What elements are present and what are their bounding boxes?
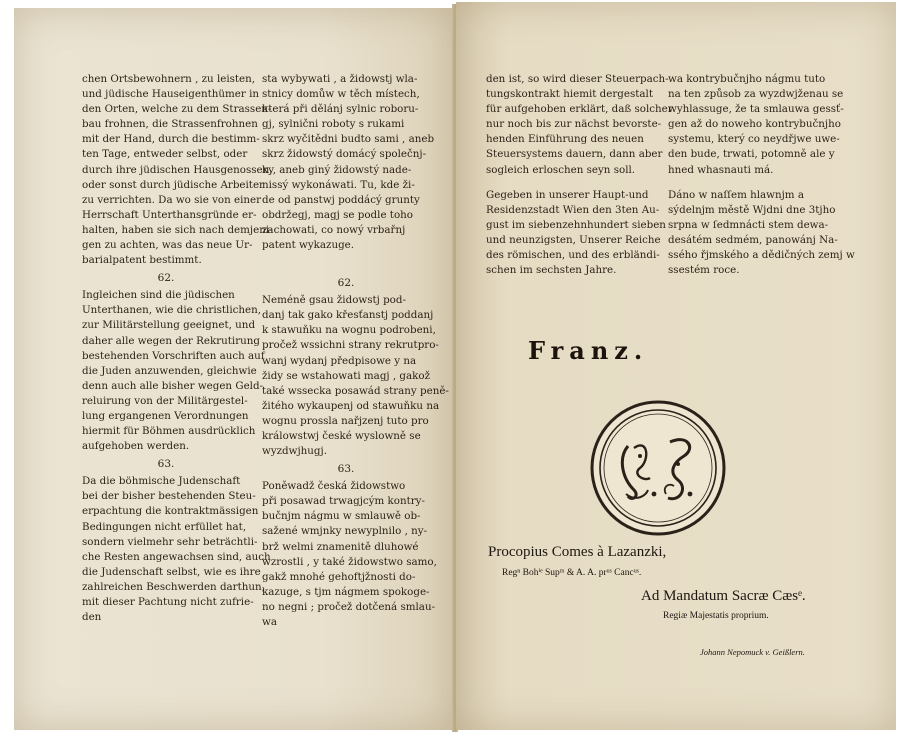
german-column-left <box>82 72 273 625</box>
text-line: henden Einführung des neuen <box>486 133 644 146</box>
text-line: bučnjm nágmu w smlauwě ob- <box>262 510 421 523</box>
text-line: den ist, so wird dieser Steuerpach- <box>486 73 669 85</box>
text-line: systemu, který co neydřjwe uwe- <box>668 133 840 146</box>
text-line: při posawad trwagjcým kontry- <box>262 495 425 508</box>
text-line: desátém sedmém, panowánj Na- <box>668 233 838 246</box>
text-line: skrz židowstý domácý společnj- <box>262 148 427 161</box>
text-line: stnicy domůw w těch místech, <box>262 88 420 101</box>
text-line: ssého řjmského a dědičných zemj w <box>668 249 855 262</box>
mandate-line: Ad Mandatum Sacræ Cæsᵉ. <box>641 588 806 604</box>
text-line: zur Militärstellung geeignet, und <box>82 319 256 332</box>
text-line: která při dělánj sylnic roboru- <box>262 103 419 116</box>
text-line: Da die böhmische Judenschaft <box>82 475 241 488</box>
text-line: Herrschaft Unterthansgründe er- <box>82 208 257 221</box>
text-line: mit dieser Pachtung nicht zufrie- <box>82 596 254 608</box>
german-section-63-text <box>82 474 271 625</box>
czech-column-left <box>262 72 449 630</box>
text-line: Steuersystems dauern, dann aber <box>486 148 663 161</box>
text-line: die Juden anzuwenden, gleichwie <box>82 364 257 377</box>
text-line: k stawuňku na wognu podrobeni, <box>262 324 436 337</box>
text-line: denn auch alle bisher wegen Geld- <box>82 379 264 392</box>
text-line: aufgehoben werden. <box>82 440 190 453</box>
mandate-subline: Regiæ Majestatis proprium. <box>663 611 769 621</box>
text-line: danj tak gako křesťanstj poddanj <box>262 309 434 322</box>
text-line: die Judenschaft selbst, wie es ihre <box>82 565 261 578</box>
text-line: gakž mnohé gehoftjžnosti do- <box>262 570 416 583</box>
text-line: Dáno w naſſem hlawnjm a <box>668 188 804 201</box>
text-line: wyhlassuge, že ta smlauwa gessť- <box>668 103 844 116</box>
text-line: che Resten angewachsen sind, auch <box>82 550 271 563</box>
text-line: také wssecka posawád strany peně- <box>262 384 449 397</box>
text-line: Poněwadž česká židowstwo <box>262 480 406 493</box>
text-line: den <box>82 611 102 624</box>
text-line: skrz wyčitědni budto sami , aneb <box>262 133 435 146</box>
text-line: sta wybywati , a židowstj wla- <box>262 73 418 85</box>
text-line: brž welmi znamenitě dluhowé <box>262 540 419 553</box>
text-line: sýdelnjm městě Wjdni dne 3tjho <box>668 203 836 216</box>
text-line: srpna w ſedmnácti stem dewa- <box>668 218 829 231</box>
text-line: na ten způsob za wyzdwjženau se <box>668 88 844 101</box>
czech-section-62-text <box>262 293 449 459</box>
text-line: sažené wmjnky newyplnilo , ny- <box>262 525 428 538</box>
german-column-right <box>486 72 673 278</box>
text-line: reluirung von der Militärgestel- <box>82 394 248 407</box>
text-line: ssestém roce. <box>668 264 740 277</box>
text-line: bau frohnen, die Strassenfrohnen <box>82 118 258 131</box>
text-line: barialpatent bestimmt. <box>82 254 202 267</box>
text-line: und jüdische Hauseigenthümer in <box>82 88 260 101</box>
text-line: wanj wydanj předpisowe y na <box>262 354 417 367</box>
text-line: zachowati, co nowý vrbařnj <box>262 223 406 236</box>
wax-seal <box>588 398 728 538</box>
czech-conclusion-text <box>668 72 844 178</box>
section-number-62-german: 62. <box>157 272 175 285</box>
text-line: den bude, trwati, potomně ale y <box>668 148 835 161</box>
text-line: nur noch bis zur nächst bevorste- <box>486 118 662 131</box>
text-line: wyzdwjhugj. <box>262 445 327 458</box>
text-line: Bedingungen nicht erfüllet hat, <box>82 520 247 533</box>
text-line: žitého wykaupenj od stawuňku na <box>262 399 440 412</box>
german-section-62-text <box>82 288 265 454</box>
seal-graphic <box>588 398 728 538</box>
text-line: den Orten, welche zu dem Strassen- <box>82 103 272 116</box>
text-line: wa kontrybučnjho nágmu tuto <box>668 73 826 85</box>
text-line: no negni ; pročež dotčená smlau- <box>262 600 436 613</box>
czech-dating-clause <box>668 188 855 279</box>
text-line: ten Tage, entweder selbst, oder <box>82 148 248 161</box>
text-line: zu verrichten. Da wo sie von einer <box>82 193 262 206</box>
text-line: Residenzstadt Wien den 3ten Au- <box>486 203 660 216</box>
text-line: wognu prossla nařjzenj tuto pro <box>262 414 429 427</box>
text-line: Unterthanen, wie die christlichen, <box>82 304 262 317</box>
text-line: gust im siebenzehnhundert sieben <box>486 218 666 231</box>
text-line: bestehenden Vorschriften auch auf <box>82 349 265 362</box>
text-line: Gegeben in unserer Haupt-und <box>486 188 649 201</box>
text-line: patent wykazuge. <box>262 239 355 252</box>
text-line: ky, aneb giný židowstý nade- <box>262 163 412 176</box>
text-line: wzrostli , y také židowstwo samo, <box>262 555 437 568</box>
text-line: gj, sylnični roboty s rukami <box>262 118 405 131</box>
text-line: Neméně gsau židowstj pod- <box>262 294 406 307</box>
text-line: pročež wssichni strany rekrutpro- <box>262 339 439 352</box>
text-line: židy se wstahowati magj , gakož <box>262 369 431 382</box>
text-line: daher alle wegen der Rekrutirung <box>82 334 260 347</box>
text-line: de od panstwj poddácý grunty <box>262 193 420 206</box>
countersigner-name: Procopius Comes à Lazanzki, <box>488 544 667 560</box>
german-text-block-a <box>82 72 273 268</box>
text-line: bei der bisher bestehenden Steu- <box>82 490 256 503</box>
german-conclusion-text <box>486 72 673 178</box>
text-line: lung ergangenen Verordnungen <box>82 409 249 422</box>
text-line: sogleich erloschen seyn soll. <box>486 163 636 176</box>
countersigner-title: Regⁿ Bohⁱᵉ Supᵐ & A. A. prᵘˢ Cancᵘˢ. <box>502 568 642 578</box>
czech-column-right <box>668 72 855 278</box>
text-line: des römischen, und des erbländi- <box>486 249 660 262</box>
german-dating-clause <box>486 188 666 279</box>
text-line: hned whasnauti má. <box>668 163 774 176</box>
imperial-signature: Franz. <box>528 336 649 365</box>
text-line: durch ihre jüdischen Hausgenossen, <box>82 163 273 176</box>
section-number-63-czech: 63. <box>337 463 355 476</box>
text-line: halten, haben sie sich nach demjeni- <box>82 223 273 236</box>
text-line: für aufgehoben erklärt, daß solcher <box>486 103 673 116</box>
text-line: nissý wykonáwati. Tu, kde ži- <box>262 178 415 191</box>
text-line: chen Ortsbewohnern , zu leisten, <box>82 73 256 85</box>
text-line: kazuge, s tjm nágmem spokoge- <box>262 585 430 598</box>
text-line: tungskontrakt hiemit dergestalt <box>486 88 653 101</box>
text-line: und neunzigsten, Unserer Reiche <box>486 233 661 246</box>
text-line: erpachtung die kontraktmässigen <box>82 505 259 518</box>
text-line: gen až do noweho kontrybučnjho <box>668 118 841 131</box>
text-line: schen im sechsten Jahre. <box>486 264 617 277</box>
section-number-62-czech: 62. <box>337 277 355 290</box>
text-line: oder sonst durch jüdische Arbeiter <box>82 178 264 191</box>
section-number-63-german: 63. <box>157 458 175 471</box>
text-line: hiermit für Böhmen ausdrücklich <box>82 425 256 438</box>
text-line: sondern vielmehr sehr beträchtli- <box>82 535 258 548</box>
text-line: obdržegj, magj se podle toho <box>262 208 413 221</box>
text-line: Ingleichen sind die jüdischen <box>82 289 235 302</box>
czech-text-block-a <box>262 72 435 253</box>
czech-section-63-text <box>262 479 437 630</box>
clerk-signature: Johann Nepomuck v. Geißlern. <box>700 647 805 657</box>
text-line: králowstwj české wyslowně se <box>262 429 421 442</box>
text-line: wa <box>262 616 277 628</box>
text-line: gen zu achten, was das neue Ur- <box>82 239 253 252</box>
text-line: mit der Hand, durch die bestimm- <box>82 133 260 146</box>
text-line: zahlreichen Beschwerden darthun, <box>82 580 265 593</box>
